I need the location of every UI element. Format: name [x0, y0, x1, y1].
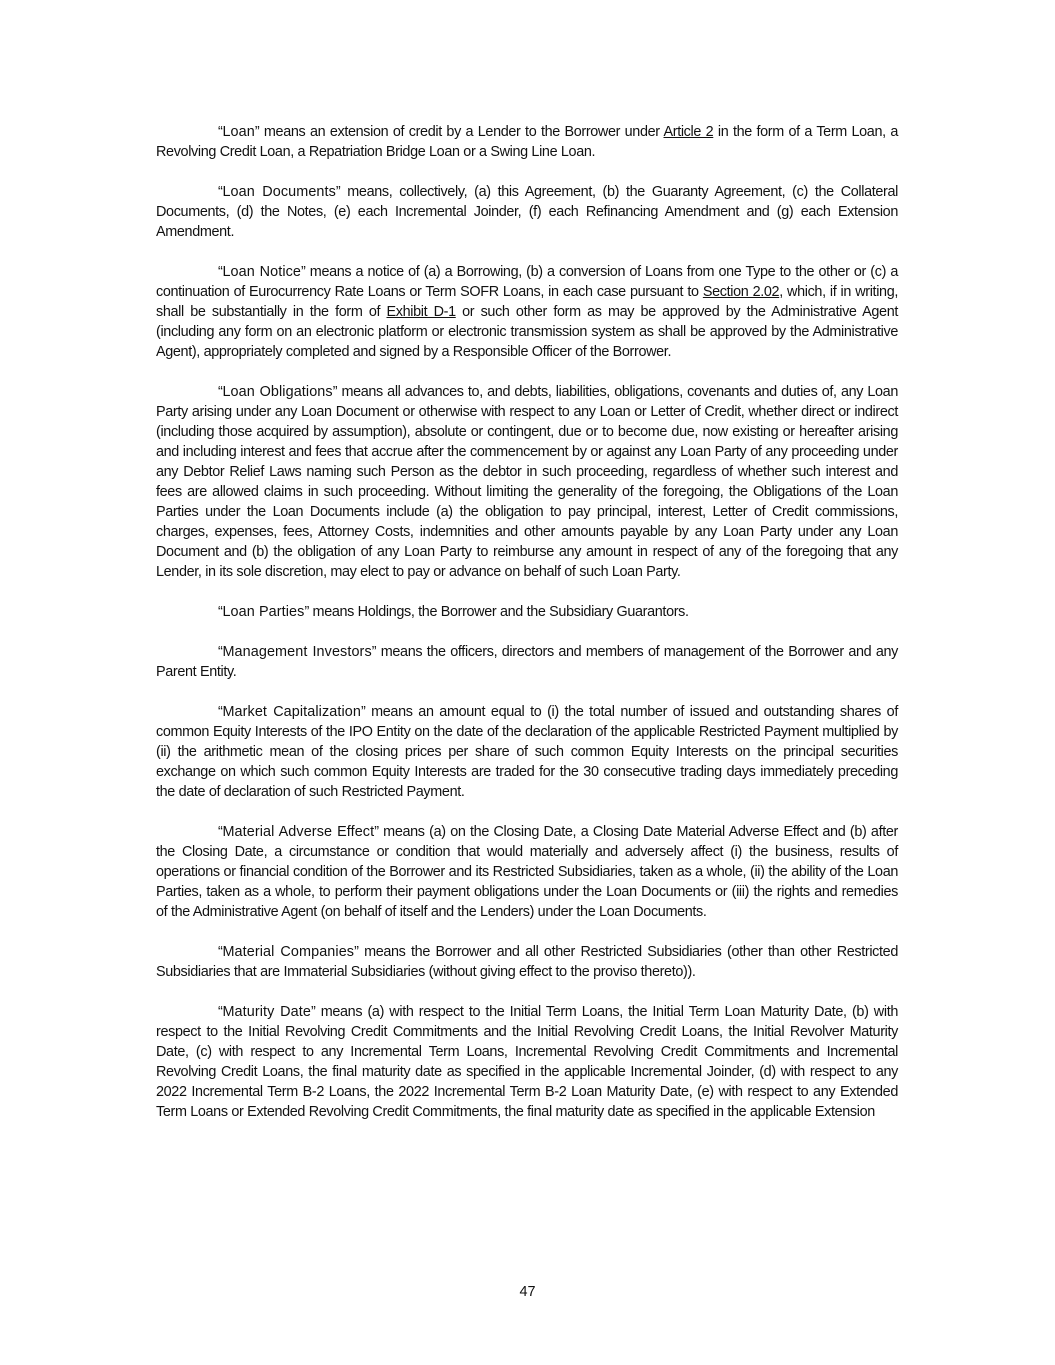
definition-text: , which, if in writing, shall be substantially in the form of	[156, 284, 899, 320]
defined-term: Material Adverse Effect	[222, 824, 375, 840]
definition-paragraph: “Material Adverse Effect” means (a) on the Closing Date, a Closing Date Material Adverse Effect and (b) after the Closing Date, a circumstance or condition that would materially and adversely affect (i) the business, results of operations or financial condition of the Borrower and its Restricted Subsidiaries, taken as a whole, (ii) the ability of the Loan Parties, taken as a whole, to perform their payment obligations under the Loan Documents or (iii) the rights and remedies of the Administrative Agent (on behalf of itself and the Lenders) under the Loan Documents.	[156, 824, 898, 920]
definition-text: means an amount equal to (i) the total number of issued and outstanding shares of common Equity Interests of the IPO Entity on the date of the declaration of the applicable Restricted Payment multiplied by (ii) the arithmetic mean of the closing prices per share of such common Equity Interests on the principal securities exchange on which such common Equity Interests are traded for the 30 consecutive trading days immediately preceding the date of declaration of such Restricted Payment.	[156, 704, 898, 800]
definition-paragraph: “Loan Parties” means Holdings, the Borrower and the Subsidiary Guarantors.	[218, 604, 689, 620]
definition-text: means a notice of (a) a Borrowing, (b) a conversion of Loans from one Type to the other or (c) a continuation of Eurocurrency Rate Loans or Term SOFR Loans, in each case pursuant to	[156, 264, 898, 300]
defined-term: Loan Obligations	[222, 384, 333, 400]
definition-paragraph: “Material Companies” means the Borrower and all other Restricted Subsidiaries (other than other Restricted Subsidiaries that are Immaterial Subsidiaries (without giving effect to the proviso thereto)).	[156, 944, 898, 980]
definition-text: means an extension of credit by a Lender to the Borrower under	[259, 124, 664, 140]
defined-term: Management Investors	[222, 644, 372, 660]
definition-text: means (a) with respect to the Initial Term Loans, the Initial Term Loan Maturity Date, (b) with respect to the Initial Revolving Credit Commitments and the Initial Revolving Credit Loans, the Initial Revolver Maturity Date, (c) with respect to any Incremental Term Loans, Incremental Revolving Credit Commitments and Incremental Revolving Credit Loans, the final maturity date as specified in the applicable Incremental Joinder, (d) with respect to any 2022 Incremental Term B-2 Loans, the 2022 Incremental Term B-2 Loan Maturity Date, (e) with respect to any Extended Term Loans or Extended Revolving Credit Commitments, the final maturity date as specified in the applicable Extension	[156, 1004, 898, 1120]
definition-text: or such other form as may be approved by the Administrative Agent (including any form on an electronic platform or electronic transmission system as shall be approved by the Administrative Agent), appropriately completed and signed by a Responsible Officer of the Borrower.	[156, 304, 898, 360]
cross-reference: Article 2	[663, 124, 714, 140]
definitions-body	[156, 122, 898, 1142]
definition-text: means (a) on the Closing Date, a Closing Date Material Adverse Effect and (b) after the Closing Date, a circumstance or condition that would materially and adversely affect (i) the business, results of operations or financial condition of the Borrower and its Restricted Subsidiaries, taken as a whole, (ii) the ability of the Loan Parties, taken as a whole, to perform their payment obligations under the Loan Documents or (iii) the rights and remedies of the Administrative Agent (on behalf of itself and the Lenders) under the Loan Documents.	[156, 824, 898, 920]
definition-text: means Holdings, the Borrower and the Subsidiary Guarantors.	[308, 604, 689, 620]
definition-text: means the officers, directors and members of management of the Borrower and any Parent Entity.	[156, 644, 898, 680]
defined-term: Material Companies	[222, 944, 355, 960]
definition-paragraph: “Loan Documents” means, collectively, (a) this Agreement, (b) the Guaranty Agreement, (c) the Collateral Documents, (d) the Notes, (e) each Incremental Joinder, (f) each Refinancing Amendment and (g) each Extension Amendment.	[156, 184, 898, 240]
definition-paragraph: “Loan Obligations” means all advances to, and debts, liabilities, obligations, covenants and duties of, any Loan Party arising under any Loan Document or otherwise with respect to any Loan or Letter of Credit, whether direct or indirect (including those acquired by assumption), absolute or contingent, due or to become due, now existing or hereafter arising and including interest and fees that accrue after the commencement by or against any Loan Party of any proceeding under any Debtor Relief Laws naming such Person as the debtor in such proceeding, regardless of whether such interest and fees are allowed claims in such proceeding. Without limiting the generality of the foregoing, the Obligations of the Loan Parties under the Loan Documents include (a) the obligation to pay principal, interest, Letter of Credit commissions, charges, expenses, fees, Attorney Costs, indemnities and other amounts payable by any Loan Party under any Loan Document and (b) the obligation of any Loan Party to reimburse any amount in respect of any of the foregoing that any Lender, in its sole discretion, may elect to pay or advance on behalf of such Loan Party.	[156, 384, 898, 580]
definition-text: means, collectively, (a) this Agreement, (b) the Guaranty Agreement, (c) the Collateral Documents, (d) the Notes, (e) each Incremental Joinder, (f) each Refinancing Amendment and (g) each Extension Amendment.	[156, 184, 898, 240]
definition-text: means the Borrower and all other Restricted Subsidiaries (other than other Restricted Subsidiaries that are Immaterial Subsidiaries (without giving effect to the proviso thereto)).	[156, 944, 898, 980]
definition-paragraph: “Market Capitalization” means an amount equal to (i) the total number of issued and outstanding shares of common Equity Interests of the IPO Entity on the date of the declaration of the applicable Restricted Payment multiplied by (ii) the arithmetic mean of the closing prices per share of such common Equity Interests on the principal securities exchange on which such common Equity Interests are traded for the 30 consecutive trading days immediately preceding the date of declaration of such Restricted Payment.	[156, 704, 898, 800]
defined-term: Loan Documents	[222, 184, 336, 200]
definition-paragraph: “Loan” means an extension of credit by a Lender to the Borrower under Article 2 in the form of a Term Loan, a Revolving Credit Loan, a Repatriation Bridge Loan or a Swing Line Loan.	[156, 124, 898, 160]
defined-term: Loan	[222, 124, 255, 140]
cross-reference: Exhibit D-1	[386, 304, 456, 320]
definition-text: means all advances to, and debts, liabilities, obligations, covenants and duties of, any Loan Party arising under any Loan Document or otherwise with respect to any Loan or Letter of Credit, whether direct or indirect (including those acquired by assumption), absolute or contingent, due or to become due, now existing or hereafter arising and including interest and fees that accrue after the commencement by or against any Loan Party of any proceeding under any Debtor Relief Laws naming such Person as the debtor in such proceeding, regardless of whether such interest and fees are allowed claims in such proceeding. Without limiting the generality of the foregoing, the Obligations of the Loan Parties under the Loan Documents include (a) the obligation to pay principal, interest, Letter of Credit commissions, charges, expenses, fees, Attorney Costs, indemnities and other amounts payable by any Loan Party under any Loan Document and (b) the obligation of any Loan Party to reimburse any amount in respect of any of the foregoing that any Lender, in its sole discretion, may elect to pay or advance on behalf of such Loan Party.	[156, 384, 898, 580]
definition-text: in the form of a Term Loan, a Revolving Credit Loan, a Repatriation Bridge Loan or a Swing Line Loan.	[156, 124, 898, 160]
definition-paragraph: “Maturity Date” means (a) with respect to the Initial Term Loans, the Initial Term Loan Maturity Date, (b) with respect to the Initial Revolving Credit Commitments and the Initial Revolving Credit Loans, the Initial Revolver Maturity Date, (c) with respect to any Incremental Term Loans, Incremental Revolving Credit Commitments and Incremental Revolving Credit Loans, the final maturity date as specified in the applicable Incremental Joinder, (d) with respect to any 2022 Incremental Term B-2 Loans, the 2022 Incremental Term B-2 Loan Maturity Date, (e) with respect to any Extended Term Loans or Extended Revolving Credit Commitments, the final maturity date as specified in the applicable Extension	[156, 1004, 898, 1120]
defined-term: Market Capitalization	[222, 704, 361, 720]
defined-term: Loan Notice	[222, 264, 302, 280]
definition-paragraph: “Management Investors” means the officers, directors and members of management of the Borrower and any Parent Entity.	[156, 644, 898, 680]
cross-reference: Section 2.02	[702, 284, 780, 300]
defined-term: Maturity Date	[222, 1004, 311, 1020]
page-number: 47	[519, 1284, 536, 1300]
definition-paragraph: “Loan Notice” means a notice of (a) a Borrowing, (b) a conversion of Loans from one Type to the other or (c) a continuation of Eurocurrency Rate Loans or Term SOFR Loans, in each case pursuant to Section 2.02, which, if in writing, shall be substantially in the form of Exhibit D-1 or such other form as may be approved by the Administrative Agent (including any form on an electronic platform or electronic transmission system as shall be approved by the Administrative Agent), appropriately completed and signed by a Responsible Officer of the Borrower.	[156, 264, 899, 360]
defined-term: Loan Parties	[222, 604, 305, 620]
